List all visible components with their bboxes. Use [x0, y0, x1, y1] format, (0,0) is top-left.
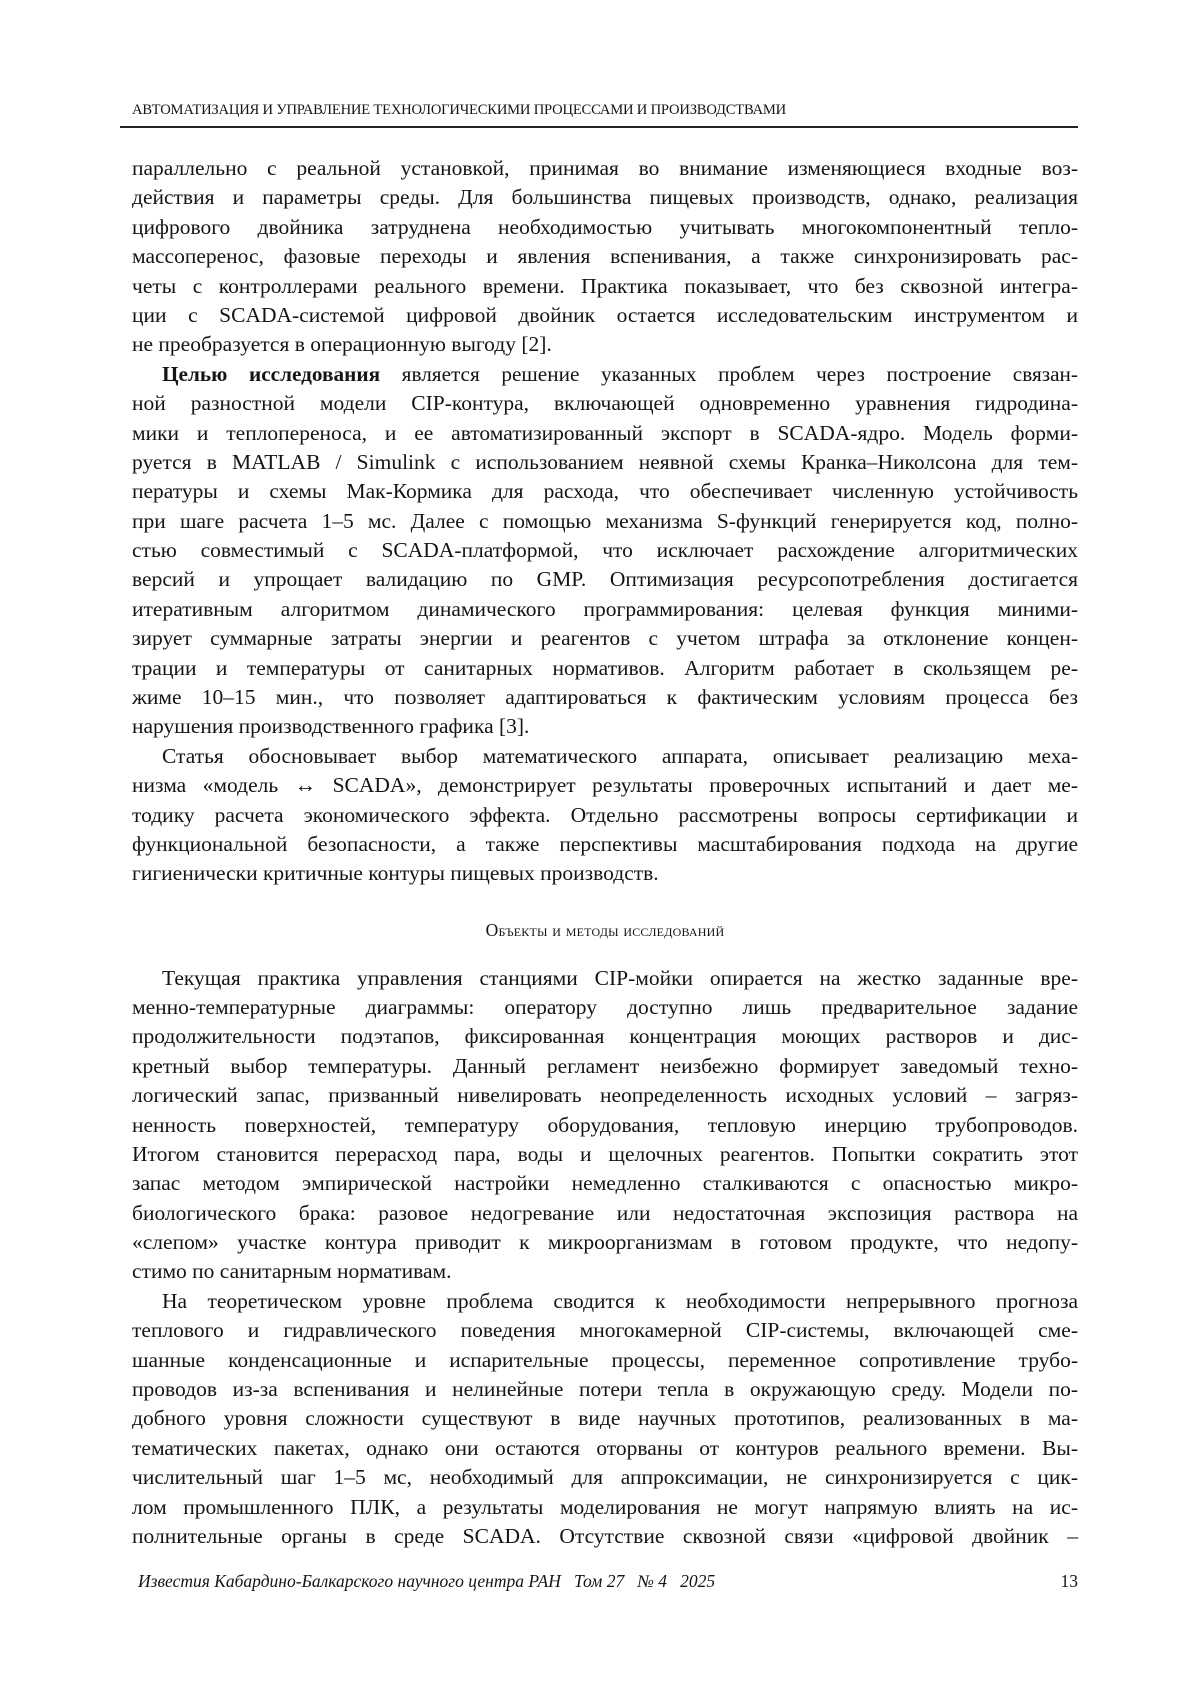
text-line: тематических пакетах, однако они остаются оторваны от контуров реального времени. Вы- [132, 1435, 1078, 1460]
text-line: числительный шаг 1–5 мс, необходимый для аппроксимации, не синхронизируется с цик- [132, 1465, 1078, 1490]
text-line: мики и теплопереноса, и ее автоматизированный экспорт в SCADA-ядро. Модель форми- [132, 420, 1078, 445]
running-header: АВТОМАТИЗАЦИЯ И УПРАВЛЕНИЕ ТЕХНОЛОГИЧЕСКИМИ ПРОЦЕССАМИ И ПРОИЗВОДСТВАМИ [132, 102, 787, 118]
text-line: стимо по санитарным нормативам. [132, 1259, 452, 1284]
text-line: запас методом эмпирической настройки немедленно сталкиваются с опасностью микро- [132, 1171, 1078, 1196]
paragraph [132, 742, 1078, 889]
text-line: пературы и схемы Мак-Кормика для расхода, что обеспечивает численную устойчивость [132, 479, 1078, 504]
text-line: четы с контроллерами реального времени. Практика показывает, что без сквозной интегра- [132, 273, 1078, 298]
text-line: тодику расчета экономического эффекта. Отдельно рассмотрены вопросы сертификации и [132, 802, 1078, 827]
text-line: теплового и гидравлического поведения многокамерной CIP-системы, включающей сме- [132, 1318, 1078, 1343]
text-line: стью совместимый с SCADA-платформой, что исключает расхождение алгоритмических [132, 538, 1078, 563]
text-line: параллельно с реальной установкой, принимая во внимание изменяющиеся входные воз- [132, 156, 1078, 180]
paragraph [132, 360, 1078, 742]
text-line: логический запас, призванный нивелировать неопределенность исходных условий – загряз- [132, 1083, 1078, 1108]
journal-footer: Известия Кабардино-Балкарского научного центра РАН Том 27 № 4 2025 [138, 1571, 716, 1591]
text-line [132, 360, 1078, 389]
text-line: На теоретическом уровне проблема сводится к необходимости непрерывного прогноза [162, 1288, 1078, 1313]
section-heading-text: Объекты и методы исследований [485, 919, 725, 940]
text-line: функциональной безопасности, а также перспективы масштабирования подхода на другие [132, 831, 1078, 856]
text-line: при шаге расчета 1–5 мс. Далее с помощью механизма S-функций генерируется код, полно- [132, 508, 1078, 533]
text-line: лом промышленного ПЛК, а результаты моделирования не могут напрямую влиять на ис- [132, 1494, 1078, 1519]
text-line: шанные конденсационные и испарительные процессы, переменное сопротивление трубо- [132, 1347, 1078, 1372]
text-line: Текущая практика управления станциями CIP-мойки опирается на жестко заданные вре- [162, 965, 1078, 990]
bold-lead: Целью исследования [162, 361, 381, 386]
text-line: руется в MATLAB / Simulink с использованием неявной схемы Кранка–Николсона для тем- [132, 449, 1078, 474]
paragraph [132, 1287, 1078, 1552]
text-line: полнительные органы в среде SCADA. Отсутствие сквозной связи «цифровой двойник – [132, 1523, 1078, 1548]
text-line: биологического брака: разовое недогревание или недостаточная экспозиция раствора на [132, 1200, 1078, 1225]
text-line: проводов из-за вспенивания и нелинейные потери тепла в окружающую среду. Модели по- [132, 1377, 1078, 1402]
text-line: жиме 10–15 мин., что позволяет адаптироваться к фактическим условиям процесса без [132, 685, 1078, 710]
text-line: «слепом» участке контура приводит к микроорганизмам в готовом продукте, что недопу- [132, 1230, 1078, 1255]
line-text: является решение указанных проблем через построение связан- [380, 361, 1078, 386]
text-line: Статья обосновывает выбор математического аппарата, описывает реализацию меха- [162, 743, 1078, 768]
text-line: не преобразуется в операционную выгоду [2]. [132, 332, 552, 357]
paragraph [132, 964, 1078, 1287]
text-line: массоперенос, фазовые переходы и явления вспенивания, а также синхронизировать рас- [132, 244, 1078, 269]
text-line: действия и параметры среды. Для большинства пищевых производств, однако, реализация [132, 185, 1078, 210]
text-line: нарушения производственного графика [3]. [132, 714, 530, 739]
text-line: менно-температурные диаграммы: оператору доступно лишь предварительное задание [132, 994, 1078, 1019]
page-number: 13 [1060, 1571, 1078, 1591]
text-line: ции с SCADA-системой цифровой двойник остается исследовательским инструментом и [132, 302, 1078, 327]
text-line: продолжительности подэтапов, фиксированная концентрация моющих растворов и дис- [132, 1024, 1078, 1049]
paragraph [132, 154, 1078, 360]
text-line: низма «модель ↔ SCADA», демонстрирует результаты проверочных испытаний и дает ме- [132, 773, 1078, 798]
text-line: кретный выбор температуры. Данный регламент неизбежно формирует заведомый техно- [132, 1053, 1078, 1078]
text-line: ненность поверхностей, температуру оборудования, тепловую инерцию трубопроводов. [132, 1112, 1078, 1137]
article-body [132, 154, 1078, 1551]
text-line: итеративным алгоритмом динамического программирования: целевая функция миними- [132, 596, 1078, 621]
header-rule [120, 126, 1078, 128]
text-line: версий и упрощает валидацию по GMP. Оптимизация ресурсопотребления достигается [132, 567, 1078, 592]
section-heading [132, 889, 1078, 964]
text-line: ной разностной модели CIP-контура, включающей одновременно уравнения гидродина- [132, 391, 1078, 416]
text-line: добного уровня сложности существуют в виде научных прототипов, реализованных в ма- [132, 1406, 1078, 1431]
text-line: гигиенически критичные контуры пищевых производств. [132, 861, 659, 886]
text-line: трации и температуры от санитарных нормативов. Алгоритм работает в скользящем ре- [132, 655, 1078, 680]
text-line: зирует суммарные затраты энергии и реагентов с учетом штрафа за отклонение концен- [132, 626, 1078, 651]
text-line: Итогом становится перерасход пара, воды и щелочных реагентов. Попытки сократить этот [132, 1141, 1078, 1166]
text-line: цифрового двойника затруднена необходимостью учитывать многокомпонентный тепло- [132, 214, 1078, 239]
